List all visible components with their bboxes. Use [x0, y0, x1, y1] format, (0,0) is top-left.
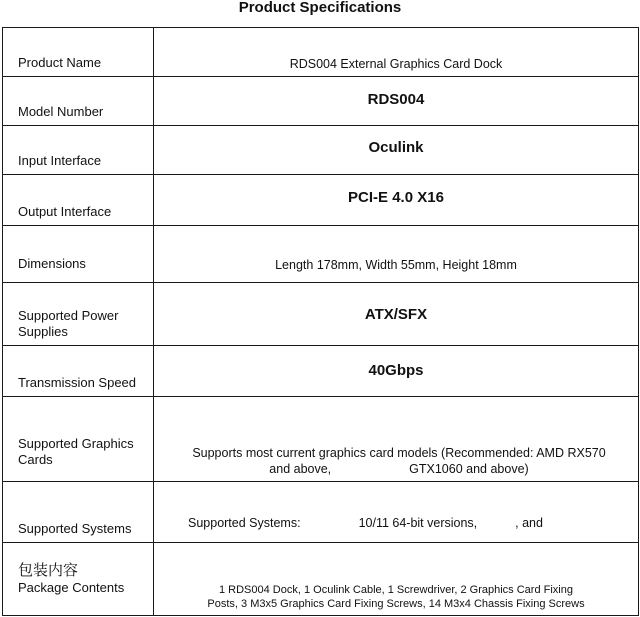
- row-value: PCI-E 4.0 X16: [348, 189, 444, 206]
- value-cell: [154, 543, 639, 616]
- label-english: Package Contents: [18, 580, 125, 595]
- value-cell: [154, 283, 639, 346]
- table-row-input-interface: [3, 126, 639, 175]
- value-cell: [154, 226, 639, 283]
- value-line-2: Posts, 3 M3x5 Graphics Card Fixing Screws, 14 M3x4 Chassis Fixing Screws: [207, 598, 585, 610]
- row-value: Oculink: [368, 139, 424, 156]
- value-line-1: 1 RDS004 Dock, 1 Oculink Cable, 1 Screwdriver, 2 Graphics Card Fixing: [219, 584, 573, 596]
- label-cell: [3, 226, 154, 283]
- table-row-supported-systems: [3, 482, 639, 543]
- label-cell: [3, 28, 154, 77]
- row-label: Supported Power Supplies: [18, 308, 119, 339]
- page-title: Product Specifications: [238, 0, 402, 16]
- row-label: [18, 562, 149, 596]
- label-chinese: 包装内容: [18, 562, 79, 579]
- row-label: Input Interface: [18, 153, 102, 168]
- label-cell: [3, 482, 154, 543]
- label-cell: [3, 346, 154, 397]
- label-cell: [3, 283, 154, 346]
- row-label: Supported Graphics Cards: [18, 436, 134, 467]
- row-value: ATX/SFX: [364, 306, 428, 323]
- table-row-output-interface: [3, 175, 639, 226]
- label-cell: [3, 126, 154, 175]
- row-label: Model Number: [18, 104, 104, 119]
- label-cell: [3, 543, 154, 616]
- value-cell: [154, 346, 639, 397]
- value-line-2a: and above,: [269, 462, 332, 476]
- value-part-c: , and: [515, 516, 543, 530]
- row-value: 40Gbps: [368, 362, 424, 379]
- row-value: Length 178mm, Width 55mm, Height 18mm: [275, 258, 517, 272]
- row-value: [154, 583, 638, 611]
- table-row-model-number: [3, 77, 639, 126]
- value-cell: [154, 175, 639, 226]
- label-cell: [3, 397, 154, 482]
- row-label: Dimensions: [18, 256, 86, 271]
- value-part-b: 10/11 64-bit versions,: [358, 516, 478, 530]
- row-label: Transmission Speed: [18, 375, 137, 390]
- table-row-product-name: [3, 28, 639, 77]
- value-cell: [154, 397, 639, 482]
- row-label: Output Interface: [18, 204, 112, 219]
- value-cell: [154, 28, 639, 77]
- specifications-table: [2, 27, 639, 616]
- label-cell: [3, 175, 154, 226]
- value-cell: [154, 126, 639, 175]
- row-label: Product Name: [18, 55, 102, 70]
- label-cell: [3, 77, 154, 126]
- table-row-package-contents: [3, 543, 639, 616]
- table-row-power-supplies: [3, 283, 639, 346]
- table-row-dimensions: [3, 226, 639, 283]
- value-cell: [154, 482, 639, 543]
- table-row-transmission-speed: [3, 346, 639, 397]
- table-row-graphics-cards: [3, 397, 639, 482]
- value-cell: [154, 77, 639, 126]
- row-value: RDS004 External Graphics Card Dock: [289, 57, 503, 71]
- value-line-2b: GTX1060 and above): [409, 462, 529, 476]
- row-value: [188, 515, 638, 531]
- value-line-1: Supports most current graphics card models (Recommended: AMD RX570: [192, 446, 606, 460]
- value-part-a: Supported Systems:: [188, 516, 301, 530]
- row-value: RDS004: [367, 91, 425, 108]
- row-value: [182, 445, 616, 477]
- row-label: Supported Systems: [18, 521, 132, 536]
